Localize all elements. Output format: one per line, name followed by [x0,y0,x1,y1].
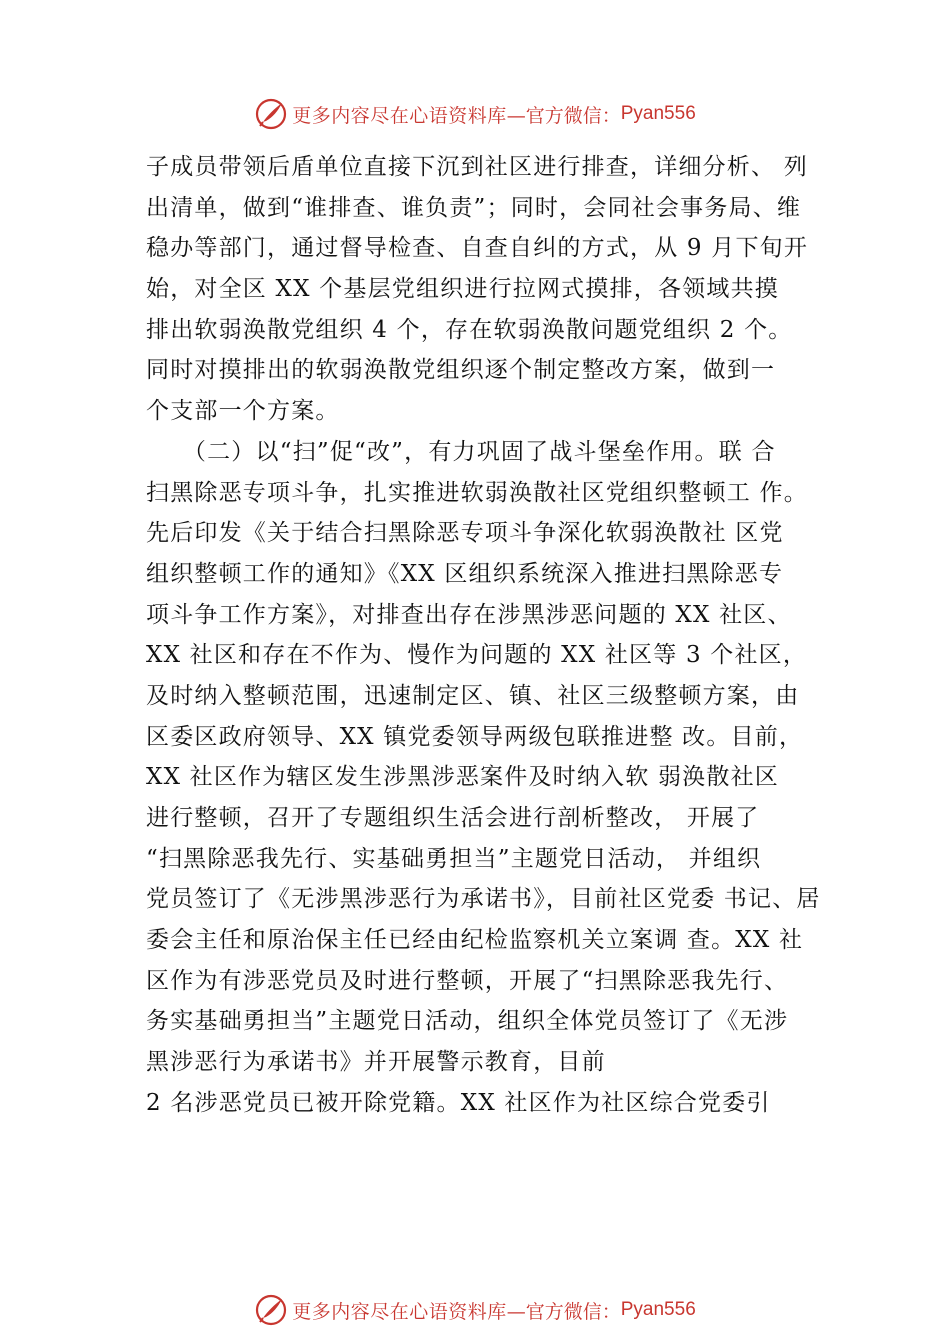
body-line: 始，对全区 XX 个基层党组织进行拉网式摸排，各领域共摸 [146,276,779,303]
body-line: （二）以“扫”促“改”，有力巩固了战斗堡垒作用。联 合 [146,438,776,465]
banner-wechat-id: Pyan556 [620,103,696,124]
banner-text: 更多内容尽在心语资料库 [292,104,507,127]
body-line: XX 社区作为辖区发生涉黑涉恶案件及时纳入软 弱涣散社区 [146,764,779,791]
banner-wechat-id: Pyan556 [620,1299,696,1320]
body-line: 扫黑除恶专项斗争，扎实推进软弱涣散社区党组织整顿工 作。 [146,479,808,506]
banner-separator: —官方微信： [506,1300,621,1323]
body-line: 项斗争工作方案》，对排查出存在涉黑涉恶问题的 XX 社区、 [146,601,792,628]
body-line: 黑涉恶行为承诺书》并开展警示教育，目前 [146,1049,606,1076]
banner-separator: —官方微信： [506,104,621,127]
body-line: 委会主任和原治保主任已经由纪检监察机关立案调 查。XX 社 [146,927,804,954]
body-line: 进行整顿，召开了专题组织生活会进行剖析整改， 开展了 [146,805,760,831]
body-line: 组织整顿工作的通知》《XX 区组织系统深入推进扫黑除恶专 [146,560,784,587]
body-line: 个支部一个方案。 [146,398,340,425]
body-line: XX 社区和存在不作为、慢作为问题的 XX 社区等 3 个社区， [146,642,808,669]
body-line: 出清单，做到“谁排查、谁负责”；同时，会同社会事务局、维 [146,194,802,221]
body-line: 党员签订了《无涉黑涉恶行为承诺书》，目前社区党委 书记、居 [146,886,821,913]
body-line: “扫黑除恶我先行、实基础勇担当”主题党日活动， 并组织 [146,845,762,872]
header-banner [0,94,950,134]
body-line: 及时纳入整顿范围，迅速制定区、镇、社区三级整顿方案，由 [146,682,800,709]
banner-text: 更多内容尽在心语资料库 [292,1300,507,1323]
body-line: 排出软弱涣散党组织 4 个，存在软弱涣散问题党组织 2 个。 [146,316,793,343]
body-line: 同时对摸排出的软弱涣散党组织逐个制定整改方案，做到一 [146,357,776,384]
body-line: 区作为有涉恶党员及时进行整顿，开展了“扫黑除恶我先行、 [146,967,789,994]
quill-logo-icon [254,97,288,131]
body-line: 2 名涉恶党员已被开除党籍。XX 社区作为社区综合党委引 [146,1089,771,1116]
body-line: 区委区政府领导、XX 镇党委领导两级包联推进整 改。目前， [146,723,804,750]
body-line: 子成员带领后盾单位直接下沉到社区进行排查，详细分析、 列 [146,154,808,180]
document-body [146,147,836,1124]
body-line: 稳办等部门，通过督导检查、自查自纠的方式，从 9 月下旬开 [146,235,809,262]
quill-logo-icon [254,1293,288,1327]
body-line: 务实基础勇担当”主题党日活动，组织全体党员签订了《无涉 [146,1008,789,1035]
footer-banner [0,1290,950,1330]
body-line: 先后印发《关于结合扫黑除恶专项斗争深化软弱涣散社 区党 [146,520,784,547]
